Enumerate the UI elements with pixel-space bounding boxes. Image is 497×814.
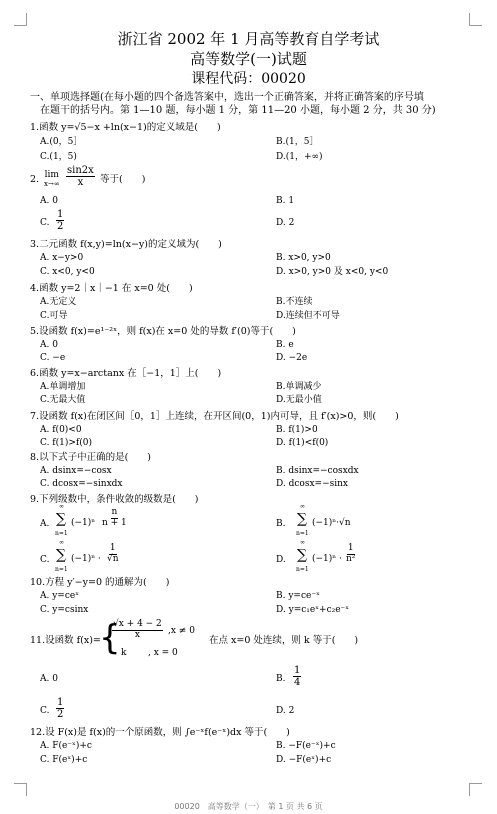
q11-brace: { <box>99 618 121 658</box>
question-3-stem: 3.二元函数 f(x,y)=ln(x−y)的定义域为( ) <box>30 239 222 250</box>
q9-option-d-label: D. <box>276 555 286 565</box>
q2-limit <box>44 171 60 189</box>
exam-title: 浙江省 2002 年 1 月高等教育自学考试 <box>117 30 380 48</box>
question-7-stem: 7.设函数 f(x)在闭区间［0，1］上连续，在开区间(0，1)内可导，且 f′(x)>0，则( ) <box>30 411 399 422</box>
q12-option-a: A. F(e⁻ˣ)+c <box>40 741 92 751</box>
q7-option-b: B. f(1)>0 <box>276 425 318 435</box>
q7-option-a: A. f(0)<0 <box>40 425 82 435</box>
q9-c-den: √n <box>107 553 119 564</box>
q8-option-a: A. dsinx=−cosx <box>40 466 112 476</box>
question-2-number: 2. <box>30 174 40 185</box>
q9-d-sum-sign: ∑ <box>297 547 307 563</box>
q9-a-fraction <box>101 508 128 529</box>
q5-option-c: C. −e <box>40 353 66 363</box>
q4-option-b: B.不连续 <box>276 297 313 307</box>
q3-option-a: A. x−y>0 <box>40 253 84 263</box>
q12-option-d: D. −F(eˣ)+c <box>276 755 332 765</box>
q9-d-den: n² <box>346 553 356 564</box>
q2-c-num: 1 <box>57 209 64 220</box>
question-11-lead: 11.设函数 f(x)= <box>30 635 101 646</box>
page-footer: 00020 高等数学（一） 第 1 页 共 6 页 <box>174 802 323 811</box>
q1-option-c: C.(1，5) <box>40 152 77 162</box>
q5-option-a: A. 0 <box>40 340 58 350</box>
q9-d-sum-top: ∞ <box>300 539 305 546</box>
q2-fraction <box>66 165 95 188</box>
q3-option-c: C. x<0, y<0 <box>40 267 95 277</box>
q9-b-sum-bot: n=1 <box>296 530 309 537</box>
q9-c-sum-bot: n=1 <box>55 566 68 573</box>
subject-title: 高等数学(一)试题 <box>190 50 307 68</box>
q1-option-d: D.(1，+∞) <box>276 152 323 162</box>
q9-a-sum-bot: n=1 <box>55 530 68 537</box>
q1-option-a: A.(0，5］ <box>40 137 83 147</box>
question-9-stem: 9.下列级数中，条件收敛的级数是( ) <box>30 494 199 505</box>
q9-c-fraction <box>106 544 120 565</box>
q5-option-d: D. −2e <box>276 353 308 363</box>
q6-option-c: C.无最大值 <box>40 395 86 405</box>
q9-d-fraction <box>345 544 356 565</box>
q2-option-a: A. 0 <box>40 196 58 206</box>
question-4-stem: 4.函数 y=2｜x｜−1 在 x=0 处( ) <box>30 283 193 294</box>
course-code: 课程代码：00020 <box>191 71 306 87</box>
q9-option-b-label: B. <box>276 519 286 529</box>
q11-row1-den: x <box>134 629 140 640</box>
q10-option-c: C. y=csinx <box>40 605 89 615</box>
q9-a-term: (−1)ⁿ <box>71 518 96 528</box>
crop-mark-top-left <box>14 13 27 26</box>
q11-option-a: A. 0 <box>40 674 58 684</box>
crop-mark-bottom-left <box>14 783 27 796</box>
q11-option-b-label: B. <box>276 674 286 684</box>
question-6-stem: 6.函数 y=x−arctanx 在［−1，1］上( ) <box>30 368 222 379</box>
q11-row2-val: k <box>121 648 127 658</box>
q9-c-num: 1 <box>109 543 116 553</box>
q9-c-sum-sign: ∑ <box>56 547 66 563</box>
q11-tail: 在点 x=0 处连续，则 k 等于( ) <box>209 635 359 646</box>
q2-option-c-label: C. <box>40 218 50 228</box>
q9-c-sum-top: ∞ <box>59 539 64 546</box>
section-heading-cont: 在题干的括号内。第 1—10 题，每小题 1 分，第 11—20 小题，每小题 2 分，共 30 分) <box>40 105 436 116</box>
q9-d-num: 1 <box>347 543 354 553</box>
q9-d-sum-bot: n=1 <box>296 566 309 573</box>
q2-tail: 等于( ) <box>100 174 146 185</box>
q12-option-c: C. F(eˣ)+c <box>40 755 88 765</box>
q12-option-b: B. −F(e⁻ˣ)+c <box>276 741 336 751</box>
q6-option-d: D.无最小值 <box>276 395 322 405</box>
q2-lim-word: lim <box>44 170 59 180</box>
q9-a-sum-sign: ∑ <box>56 511 66 527</box>
q1-option-b: B.(1，5］ <box>276 137 319 147</box>
q9-b-sum-top: ∞ <box>300 503 305 510</box>
q2-c-den: 2 <box>57 221 64 232</box>
question-8-stem: 8.以下式子中正确的是( ) <box>30 452 151 463</box>
q11-row2-cond: , x = 0 <box>148 648 178 658</box>
q9-option-a-label: A. <box>40 519 50 529</box>
q2-option-d: D. 2 <box>276 218 295 228</box>
q11-b-num: 1 <box>294 665 301 676</box>
q11-option-c-fraction <box>56 697 64 720</box>
section-heading: 一、单项选择题(在每小题的四个备选答案中，选出一个正确答案，并将正确答案的序号填 <box>30 92 424 103</box>
q9-b-term: (−1)ⁿ·√n <box>312 518 351 528</box>
crop-mark-bottom-right <box>469 783 482 796</box>
q9-b-sum-sign: ∑ <box>297 511 307 527</box>
q9-d-term: (−1)ⁿ · <box>312 554 342 564</box>
q11-option-d: D. 2 <box>276 706 295 716</box>
q11-row1-fraction <box>112 620 163 641</box>
q4-option-d: D.连续但不可导 <box>276 311 340 321</box>
q7-option-d: D. f(1)<f(0) <box>276 438 329 448</box>
question-10-stem: 10.方程 y′−y=0 的通解为( ) <box>30 577 170 588</box>
q2-frac-num: sin2x <box>67 165 94 176</box>
q2-option-c-fraction <box>56 209 64 232</box>
q4-option-a: A.无定义 <box>40 297 77 307</box>
q10-option-a: A. y=ceˣ <box>40 591 80 601</box>
question-1-stem: 1.函数 y=√5−x +ln(x−1)的定义域是( ) <box>30 122 221 133</box>
question-5-stem: 5.设函数 f(x)=e¹⁻²ˣ，则 f(x)在 x=0 处的导数 f′(0)等于( ) <box>30 326 296 337</box>
q8-option-d: D. dcosx=−sinx <box>276 479 348 489</box>
q8-option-b: B. dsinx=−cosxdx <box>276 466 359 476</box>
q2-lim-sub: x→∞ <box>44 179 60 188</box>
q3-option-d: D. x>0, y>0 及 x<0, y<0 <box>276 267 389 277</box>
q9-option-c-label: C. <box>40 555 50 565</box>
q8-option-c: C. dcosx=−sinxdx <box>40 479 123 489</box>
q9-a-den: n + 1 <box>102 517 127 528</box>
q6-option-b: B.单调减少 <box>276 382 322 392</box>
q11-c-num: 1 <box>57 697 64 708</box>
q7-option-c: C. f(1)>f(0) <box>40 438 92 448</box>
q10-option-b: B. y=ce⁻ˣ <box>276 591 320 601</box>
q9-a-sum-top: ∞ <box>59 503 64 510</box>
crop-mark-top-right <box>469 13 482 26</box>
q11-row1-cond: ,x ≠ 0 <box>168 626 195 636</box>
q6-option-a: A.单调增加 <box>40 382 86 392</box>
q5-option-b: B. e <box>276 340 294 350</box>
q11-option-b-fraction <box>293 665 301 688</box>
q3-option-b: B. x>0, y>0 <box>276 253 331 263</box>
q11-option-c-label: C. <box>40 706 50 716</box>
q10-option-d: D. y=c₁eˣ+c₂e⁻ˣ <box>276 605 350 615</box>
q9-a-num: n <box>111 507 118 517</box>
question-12-stem: 12.设 F(x)是 f(x)的一个原函数，则 ∫e⁻ˣf(e⁻ˣ)dx 等于( ) <box>30 727 290 738</box>
q9-c-term: (−1)ⁿ · <box>71 554 101 564</box>
q2-option-b: B. 1 <box>276 196 295 206</box>
q2-frac-den: x <box>77 177 84 188</box>
q11-b-den: 4 <box>294 677 301 688</box>
q4-option-c: C.可导 <box>40 311 68 321</box>
q11-c-den: 2 <box>57 709 64 720</box>
q11-row1-num: √x + 4 − 2 <box>113 619 162 629</box>
